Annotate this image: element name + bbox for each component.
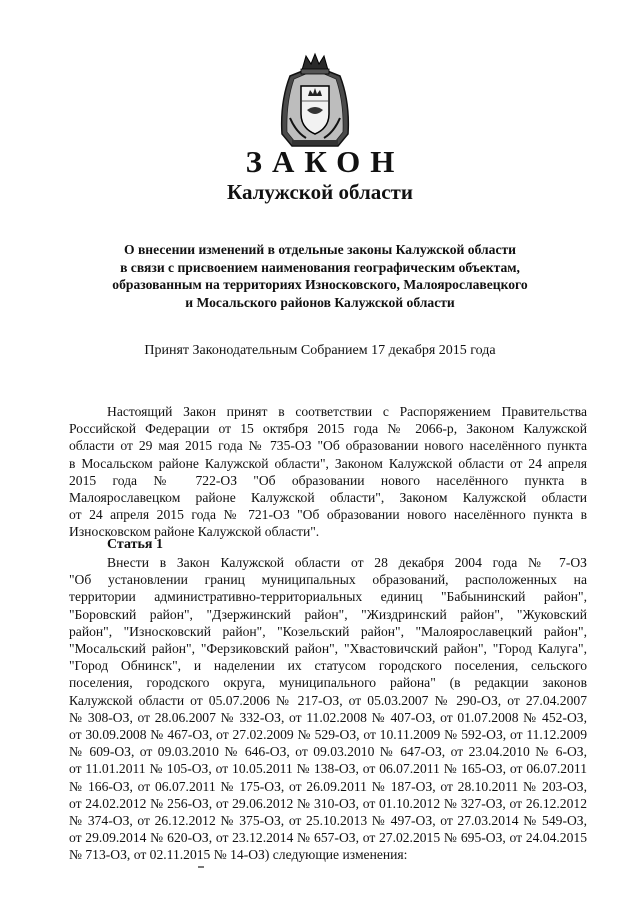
region-heading: Калужской области bbox=[227, 180, 413, 204]
article-line: № 713-ОЗ, от 02.11.2015 № 14-ОЗ) следующие изменения: bbox=[69, 847, 408, 863]
article-1-paragraph bbox=[69, 554, 587, 864]
scan-mark bbox=[198, 866, 204, 868]
article-line: "Об установлении границ муниципальных образований, расположенных на bbox=[69, 572, 587, 588]
article-line: поселения, городского округа, муниципального района" (в редакции законов bbox=[69, 675, 587, 691]
law-title bbox=[80, 241, 560, 311]
article-line: Внести в Закон Калужской области от 28 декабря 2004 года № 7-ОЗ bbox=[107, 555, 587, 570]
article-line: "Мосальский район", "Ферзиковский район", "Хвастовичский район", "Город Калуга", bbox=[69, 641, 587, 657]
coat-of-arms-icon bbox=[272, 52, 358, 152]
preamble-line: Износковском районе Калужской области". bbox=[69, 524, 320, 540]
article-line: от 24.02.2012 № 256-ОЗ, от 29.06.2012 № 310-ОЗ, от 01.10.2012 № 327-ОЗ, от 26.12.2012 bbox=[69, 795, 587, 811]
article-line: № 166-ОЗ, от 06.07.2011 № 175-ОЗ, от 26.09.2011 № 187-ОЗ, от 28.10.2011 № 203-ОЗ, bbox=[69, 778, 587, 794]
document-type-heading: ЗАКОН bbox=[245, 144, 405, 179]
preamble-line: 2015 года № 722-ОЗ "Об образовании нового населённого пункта в bbox=[69, 472, 587, 488]
article-line: "Город Обнинск", и наделении их статусом городского поселения, сельского bbox=[69, 658, 587, 674]
article-line: № 609-ОЗ, от 09.03.2010 № 646-ОЗ, от 09.03.2010 № 647-ОЗ, от 23.04.2010 № 6-ОЗ, bbox=[69, 744, 587, 760]
article-line: "Боровский район", "Дзержинский район", "Жиздринский район", "Жуковский bbox=[69, 606, 587, 622]
preamble-line: Малоярославецком районе Калужской области", Законом Калужской области bbox=[69, 490, 587, 506]
article-line: от 29.09.2014 № 620-ОЗ, от 23.12.2014 № 657-ОЗ, от 27.02.2015 № 695-ОЗ, от 24.04.2015 bbox=[69, 830, 587, 846]
article-line: Калужской области от 05.07.2006 № 217-ОЗ, от 05.03.2007 № 290-ОЗ, от 27.04.2007 bbox=[69, 692, 587, 708]
law-title-line: О внесении изменений в отдельные законы Калужской области bbox=[123, 242, 517, 257]
preamble-paragraph bbox=[69, 403, 587, 541]
law-title-line: образованным на территориях Износковского, Малоярославецкого bbox=[112, 277, 528, 292]
preamble-line: Российской Федерации от 15 октября 2015 года № 2066-р, Законом Калужской bbox=[69, 421, 587, 437]
law-title-line: в связи с присвоением наименования географическим объектам, bbox=[120, 259, 520, 275]
law-title-line: и Мосальского районов Калужской области bbox=[185, 294, 455, 310]
article-1-heading: Статья 1 bbox=[107, 537, 163, 552]
article-line: № 374-ОЗ, от 26.12.2012 № 375-ОЗ, от 25.10.2013 № 497-ОЗ, от 27.03.2014 № 549-ОЗ, bbox=[69, 813, 587, 829]
article-line: территории административно-территориальных единиц "Бабынинский район", bbox=[69, 589, 587, 605]
article-line: от 11.01.2011 № 105-ОЗ, от 10.05.2011 № 138-ОЗ, от 06.07.2011 № 165-ОЗ, от 06.07.2011 bbox=[69, 761, 587, 777]
article-line: № 308-ОЗ, от 28.06.2007 № 332-ОЗ, от 11.02.2008 № 407-ОЗ, от 01.07.2008 № 452-ОЗ, bbox=[69, 709, 587, 725]
article-line: район", "Износковский район", "Козельский район", "Малоярославецкий район", bbox=[69, 623, 587, 639]
article-line: от 30.09.2008 № 467-ОЗ, от 27.02.2009 № 529-ОЗ, от 10.11.2009 № 592-ОЗ, от 11.12.2009 bbox=[69, 727, 587, 743]
preamble-line: от 24 апреля 2015 года № 721-ОЗ "Об образовании нового населённого пункта в bbox=[69, 507, 587, 523]
preamble-line: в Мосальском районе Калужской области", Законом Калужской области от 24 апреля bbox=[69, 455, 587, 471]
adoption-statement: Принят Законодательным Собранием 17 декабря 2015 года bbox=[144, 343, 496, 358]
preamble-line: области от 29 мая 2015 года № 735-ОЗ "Об образовании нового населённого пункта bbox=[69, 438, 587, 454]
preamble-line: Настоящий Закон принят в соответствии с Распоряжением Правительства bbox=[107, 404, 587, 419]
